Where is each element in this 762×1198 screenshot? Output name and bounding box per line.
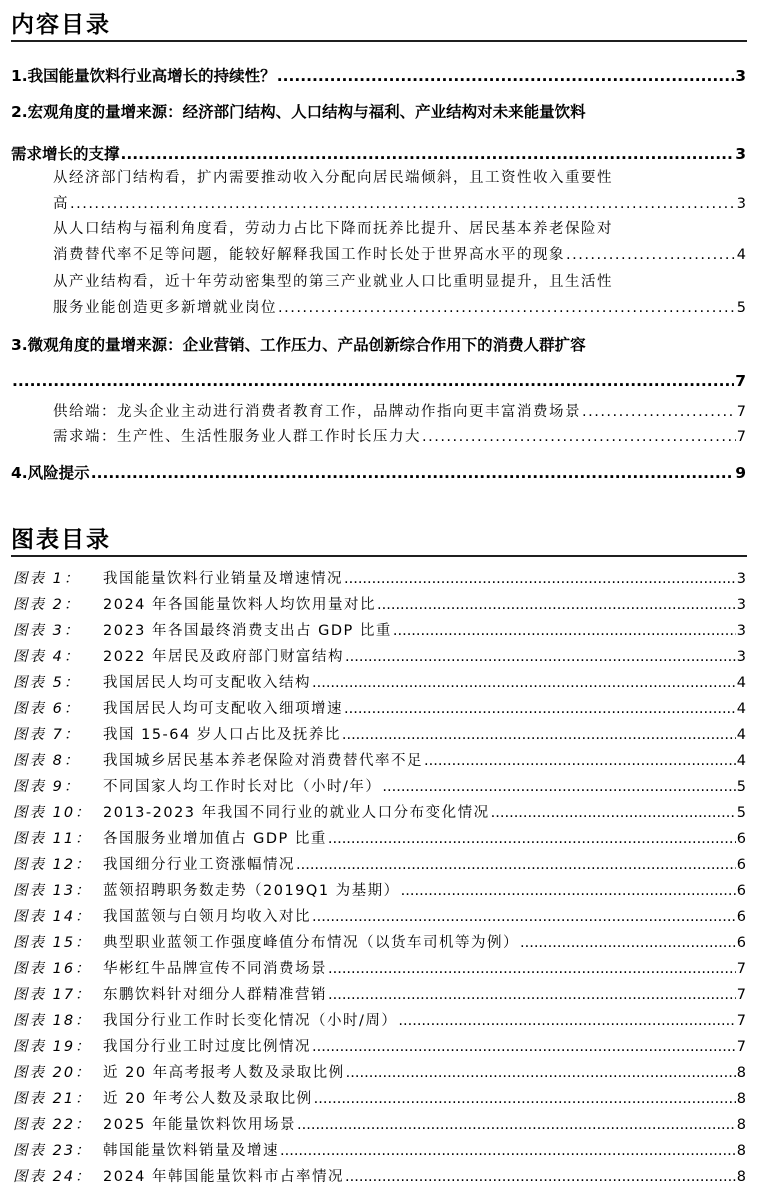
dot-leader [377,597,736,613]
toc-heading: 内容目录 [11,12,111,38]
figure-page: 7 [736,987,746,1003]
toc-entry-text: 需求增长的支撑 [11,145,120,163]
figure-page: 5 [736,779,746,795]
toc-entry-2-3[interactable] [53,296,746,317]
figure-title: 2024 年韩国能量饮料市占率情况 [103,1169,345,1185]
figure-page: 3 [736,597,746,613]
dot-leader [297,1117,736,1133]
figure-label: 图表 4： [13,649,81,665]
toc-entry-page: 4 [736,247,746,263]
figure-label: 图表 19： [13,1039,92,1055]
toc-entry-page: 5 [736,300,746,316]
figure-title: 典型职业蓝领工作强度峰值分布情况（以货车司机等为例） [103,935,519,951]
figure-page: 6 [736,831,746,847]
toc-heading-rule [11,40,747,42]
figure-page: 3 [736,649,746,665]
dot-leader [491,805,736,821]
figure-label: 图表 17： [13,987,92,1003]
figure-entry[interactable] [13,1087,746,1108]
toc-entry-page: 3 [736,196,746,212]
dot-leader [314,1091,736,1107]
figure-label: 图表 24： [13,1169,92,1185]
figure-entry[interactable] [13,827,746,848]
toc-entry-2-line1[interactable]: 2.宏观角度的量增来源：经济部门结构、人口结构与福利、产业结构对未来能量饮料 [11,103,586,121]
figure-entry[interactable] [13,593,746,614]
dot-leader [312,675,736,691]
figure-entry[interactable] [13,775,746,796]
figure-label: 图表 18： [13,1013,92,1029]
figure-entry[interactable] [13,697,746,718]
toc-entry-text: 供给端：龙头企业主动进行消费者教育工作，品牌动作指向更丰富消费场景 [53,404,581,420]
figure-page: 3 [736,623,746,639]
figure-entry[interactable] [13,957,746,978]
toc-entry-2-1[interactable] [53,192,746,213]
figure-title: 2025 年能量饮料饮用场景 [103,1117,297,1133]
figure-entry[interactable] [13,619,746,640]
figure-title: 我国分行业工时过度比例情况 [103,1039,311,1055]
dot-leader [424,753,736,769]
toc-entry-text: 消费替代率不足等问题，能较好解释我国工作时长处于世界高水平的现象 [53,247,565,263]
figure-page: 7 [736,1013,746,1029]
toc-entry-page: 7 [736,404,746,420]
figure-page: 7 [736,1039,746,1055]
figure-entry[interactable] [13,1113,746,1134]
toc-entry-2-2-line1[interactable]: 从人口结构与福利角度看，劳动力占比下降而抚养比提升、居民基本养老保险对 [53,221,613,237]
toc-entry-3-line1[interactable]: 3.微观角度的量增来源：企业营销、工作压力、产品创新综合作用下的消费人群扩容 [11,336,586,354]
figure-title: 韩国能量饮料销量及增速 [103,1143,279,1159]
figure-page: 8 [736,1169,746,1185]
figure-title: 我国 15-64 岁人口占比及抚养比 [103,727,341,743]
figure-label: 图表 16： [13,961,92,977]
figure-title: 各国服务业增加值占 GDP 比重 [103,831,327,847]
figure-page: 4 [736,701,746,717]
figure-page: 7 [736,961,746,977]
figure-page: 6 [736,883,746,899]
dot-leader [346,1065,736,1081]
figure-label: 图表 1： [13,571,81,587]
dot-leader [382,779,735,795]
dot-leader [344,571,736,587]
figures-heading: 图表目录 [11,527,111,553]
toc-entry-text: 需求端：生产性、生活性服务业人群工作时长压力大 [53,429,421,445]
toc-entry-2-2[interactable] [53,243,746,264]
figure-title: 我国城乡居民基本养老保险对消费替代率不足 [103,753,423,769]
figure-title: 我国细分行业工资涨幅情况 [103,857,295,873]
figure-label: 图表 14： [13,909,92,925]
figure-label: 图表 7： [13,727,81,743]
figure-label: 图表 11： [13,831,92,847]
figure-entry[interactable] [13,1165,746,1186]
figure-label: 图表 2： [13,597,81,613]
dot-leader [520,935,736,951]
figure-label: 图表 10： [13,805,92,821]
figure-title: 我国分行业工作时长变化情况（小时/周） [103,1013,398,1029]
dot-leader [70,196,736,212]
figure-label: 图表 3： [13,623,81,639]
figure-label: 图表 6： [13,701,81,717]
toc-entry-3-2[interactable] [53,425,746,446]
figure-label: 图表 9： [13,779,81,795]
figure-entry[interactable] [13,723,746,744]
dot-leader [296,857,736,873]
dot-leader [312,909,736,925]
figure-entry[interactable] [13,931,746,952]
figure-title: 我国居民人均可支配收入结构 [103,675,311,691]
dot-leader [121,145,735,163]
figure-entry[interactable] [13,801,746,822]
toc-entry-page: 3 [735,67,746,85]
figure-entry[interactable] [13,879,746,900]
dot-leader [582,404,736,420]
figure-title: 我国蓝领与白领月均收入对比 [103,909,311,925]
dot-leader [280,1143,736,1159]
figure-entry[interactable] [13,749,746,770]
toc-entry-text: 4.风险提示 [11,464,90,482]
figure-entry[interactable] [13,1009,746,1030]
toc-entry-text: 1.我国能量饮料行业高增长的持续性？ [11,67,276,85]
figure-title: 2024 年各国能量饮料人均饮用量对比 [103,597,377,613]
figure-title: 近 20 年高考报考人数及录取比例 [103,1065,345,1081]
dot-leader [422,429,736,445]
dot-leader [398,1013,735,1029]
toc-entry-2-3-line1[interactable]: 从产业结构看，近十年劳动密集型的第三产业就业人口比重明显提升，且生活性 [53,274,613,290]
dot-leader [328,987,736,1003]
dot-leader [401,883,736,899]
figure-entry[interactable] [13,1061,746,1082]
figure-page: 6 [736,935,746,951]
figure-entry[interactable] [13,1139,746,1160]
dot-leader [566,247,736,263]
dot-leader [312,1039,736,1055]
figure-entry[interactable] [13,1035,746,1056]
figure-entry[interactable] [13,905,746,926]
toc-entry-text: 高 [53,196,69,212]
figure-page: 3 [736,571,746,587]
figure-entry[interactable] [13,645,746,666]
figure-page: 8 [736,1117,746,1133]
dot-leader [278,300,736,316]
figure-entry[interactable] [13,853,746,874]
toc-entry-1[interactable] [11,64,746,86]
dot-leader [345,1169,736,1185]
figure-label: 图表 13： [13,883,92,899]
figure-title: 2013-2023 年我国不同行业的就业人口分布变化情况 [103,805,490,821]
figure-label: 图表 23： [13,1143,92,1159]
figure-entry[interactable] [13,983,746,1004]
figure-label: 图表 5： [13,675,81,691]
figure-title: 我国能量饮料行业销量及增速情况 [103,571,343,587]
toc-entry-4[interactable] [11,461,746,483]
figure-label: 图表 21： [13,1091,92,1107]
figure-label: 图表 15： [13,935,92,951]
dot-leader [277,67,735,85]
figure-entry[interactable] [13,567,746,588]
figure-entry[interactable] [13,671,746,692]
figure-page: 5 [736,805,746,821]
figure-title: 华彬红牛品牌宣传不同消费场景 [103,961,327,977]
toc-entry-2[interactable] [11,142,746,164]
figure-title: 不同国家人均工作时长对比（小时/年） [103,779,382,795]
dot-leader [328,831,736,847]
toc-entry-3-1[interactable] [53,400,746,421]
toc-entry-text: 服务业能创造更多新增就业岗位 [53,300,277,316]
toc-entry-page: 9 [735,464,746,482]
figure-label: 图表 22： [13,1117,92,1133]
figure-title: 我国居民人均可支配收入细项增速 [103,701,343,717]
figure-title: 近 20 年考公人数及录取比例 [103,1091,313,1107]
dot-leader [91,464,735,482]
figure-page: 4 [736,753,746,769]
dot-leader [12,372,734,390]
dot-leader [344,701,736,717]
toc-entry-page: 3 [735,145,746,163]
toc-entry-3[interactable] [11,372,746,390]
dot-leader [393,623,736,639]
figure-page: 8 [736,1065,746,1081]
toc-entry-page: 7 [736,429,746,445]
dot-leader [345,649,736,665]
dot-leader [342,727,736,743]
figure-page: 8 [736,1091,746,1107]
toc-entry-page: 7 [735,372,746,390]
figure-label: 图表 20： [13,1065,92,1081]
figure-page: 6 [736,857,746,873]
figure-title: 2023 年各国最终消费支出占 GDP 比重 [103,623,392,639]
figure-title: 2022 年居民及政府部门财富结构 [103,649,345,665]
figure-title: 东鹏饮料针对细分人群精准营销 [103,987,327,1003]
figure-page: 8 [736,1143,746,1159]
figure-page: 4 [736,675,746,691]
figure-page: 4 [736,727,746,743]
figure-title: 蓝领招聘职务数走势（2019Q1 为基期） [103,883,400,899]
figure-label: 图表 12： [13,857,92,873]
toc-entry-2-1-line1[interactable]: 从经济部门结构看，扩内需要推动收入分配向居民端倾斜，且工资性收入重要性 [53,170,613,186]
figure-label: 图表 8： [13,753,81,769]
dot-leader [328,961,736,977]
figures-heading-rule [11,555,747,557]
figure-page: 6 [736,909,746,925]
